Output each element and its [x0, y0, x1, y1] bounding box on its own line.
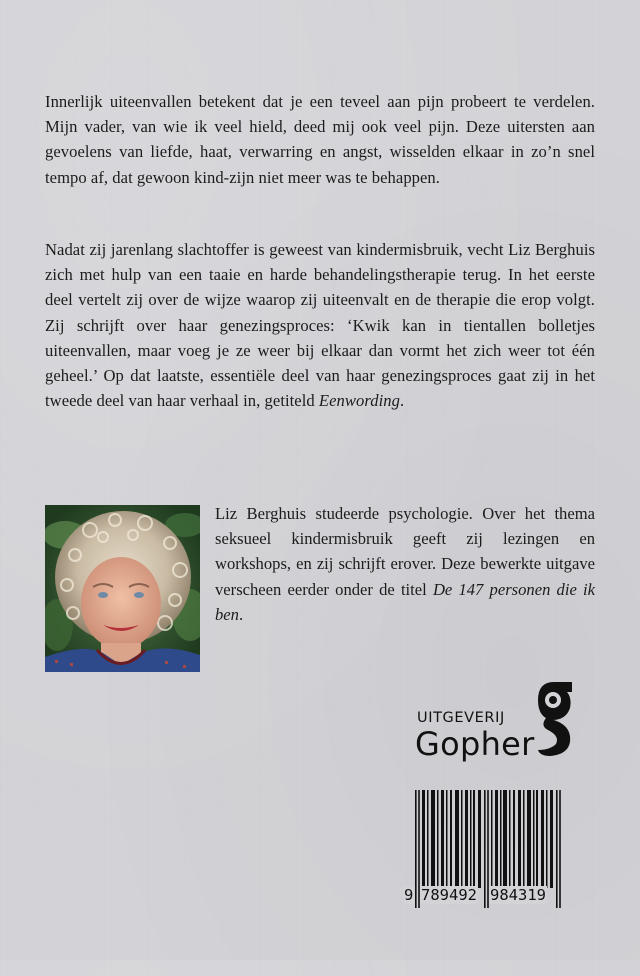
isbn-digits	[403, 886, 546, 976]
isbn-barcode	[403, 790, 563, 908]
synopsis-suffix: .	[399, 391, 405, 411]
isbn-right-group: 984319	[490, 886, 546, 904]
g-logo-icon	[532, 680, 574, 758]
synopsis-paragraph	[45, 237, 595, 413]
isbn-prefix-digit: 9	[404, 886, 414, 904]
publisher-logo	[415, 680, 585, 775]
sequel-title: Eenwording	[318, 391, 400, 411]
intro-quote-text: Innerlijk uiteenvallen betekent dat je een teveel aan pijn probeert te verdelen. Mijn vader, van wie ik veel hield, deed mij ook veel pijn. Deze uitersten aan gevoelens van liefde, haat, verwarring en angst, wisselden elkaar in zo’n snel tempo af, dat gewoon kind-zijn niet meer was te behappen.	[45, 92, 595, 187]
author-bio-suffix: .	[238, 604, 244, 624]
publisher-name: Gopher	[415, 725, 535, 763]
intro-quote-paragraph	[45, 89, 595, 190]
author-photo	[45, 505, 200, 672]
isbn-left-group: 789492	[421, 886, 477, 904]
author-bio	[215, 501, 595, 627]
synopsis-text: Nadat zij jarenlang slachtoffer is geweest van kindermisbruik, vecht Liz Berghuis zich met hulp van een taaie en harde behandelingstherapie terug. In het eerste deel vertelt zij over de wijze waarop zij uiteenvalt en de therapie die erop volgt. Zij schrijft over haar genezingsproces: ‘Kwik kan in tientallen bolletjes uiteenvallen, maar voeg je ze weer bij elkaar dan vormt het zich weer tot één geheel.’ Op dat laatste, essentiële deel van haar genezingsproces gaat zij in het tweede deel van haar verhaal in, getiteld	[45, 240, 595, 411]
previous-title: De 147 personen die ik ben	[215, 579, 595, 624]
author-bio-text: Liz Berghuis studeerde psychologie. Over het thema seksueel kindermisbruik geeft zij lezingen en workshops, en zij schrijft erover. Deze bewerkte uitgave verscheen eerder onder de titel	[215, 504, 595, 599]
publisher-imprint: UITGEVERIJ	[417, 710, 505, 726]
author-portrait-image	[45, 505, 200, 672]
